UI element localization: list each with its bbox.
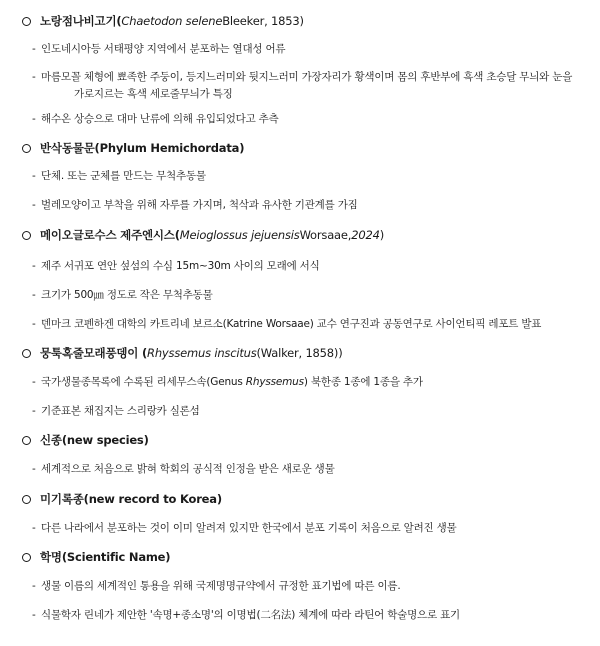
bullet-item: - 해수온 상승으로 대마 난류에 의해 유입되었다고 추측 (32, 113, 279, 125)
bullet-item: - 벌레모양이고 부착을 위해 자루를 가지며, 척삭과 유사한 기관계를 가짐 (32, 199, 358, 211)
section-heading-scientific-name: 학명(Scientific Name) (22, 549, 170, 565)
circle-bullet-icon (22, 495, 31, 504)
circle-bullet-icon (22, 553, 31, 562)
bullet-item: - 크기가 500㎛ 정도로 작은 무척추동물 (32, 289, 213, 301)
circle-bullet-icon (22, 349, 31, 358)
bullet-item: - 식물학자 린네가 제안한 '속명+종소명'의 이명법(二名法) 체계에 따라 라틴어 학술명으로 표기 (32, 609, 460, 621)
section-heading-new-record: 미기록종(new record to Korea) (22, 491, 222, 507)
bullet-item: - 국가생물종목록에 수록된 리세무스속(Genus Rhyssemus) 북한종 1종에 1종을 추가 (32, 376, 423, 388)
bullet-item: - 단체. 또는 군체를 만드는 무척추동물 (32, 170, 206, 182)
bullet-item: - 다른 나라에서 분포하는 것이 이미 알려져 있지만 한국에서 분포 기록이 처음으로 알려진 생물 (32, 522, 457, 534)
circle-bullet-icon (22, 231, 31, 240)
circle-bullet-icon (22, 144, 31, 153)
bullet-item: - 마름모꼴 체형에 뾰족한 주둥이, 등지느러미와 뒷지느러미 가장자리가 황색이며 몸의 후반부에 흑색 초승달 무늬와 눈을 가로지르는 흑색 세로줄무늬가 특징 (32, 71, 573, 100)
circle-bullet-icon (22, 436, 31, 445)
bullet-item: - 제주 서귀포 연안 섶섬의 수심 15m~30m 사이의 모래에 서식 (32, 260, 320, 272)
bullet-item: - 인도네시아등 서태평양 지역에서 분포하는 열대성 어류 (32, 43, 286, 55)
bullet-item: - 생물 이름의 세계적인 통용을 위해 국제명명규약에서 규정한 표기법에 따른 이름. (32, 580, 401, 592)
section-heading-meioglossus: 메이오글로수스 제주엔시스( Meioglossus jejuensis Worsaae, 2024 ) (22, 227, 384, 243)
section-heading-new-species: 신종(new species) (22, 432, 149, 448)
circle-bullet-icon (22, 17, 31, 26)
section-heading-rhyssemus: 뭉툭혹줄모래풍뎅이 ( Rhyssemus inscitus (Walker, 1858)) (22, 345, 342, 361)
bullet-item: - 덴마크 코펜하겐 대학의 카트리네 보르소(Katrine Worsaae) 교수 연구진과 공동연구로 사이언티픽 레포트 발표 (32, 318, 542, 330)
section-heading-chaetodon: 노랑점나비고기( Chaetodon selene Bleeker, 1853) (22, 13, 304, 29)
bullet-item: - 세계적으로 처음으로 밝혀 학회의 공식적 인정을 받은 새로운 생물 (32, 463, 335, 475)
bullet-item: - 기준표본 채집지는 스리랑카 실론섬 (32, 405, 200, 417)
section-heading-hemichordata: 반삭동물문(Phylum Hemichordata) (22, 140, 244, 156)
